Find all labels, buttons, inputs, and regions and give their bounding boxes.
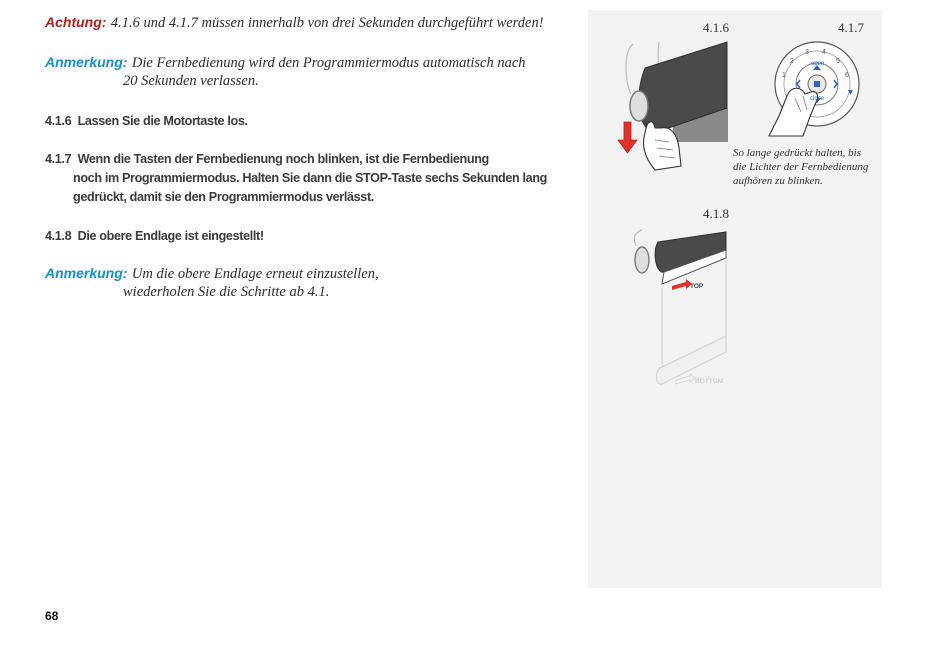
fig-417-label: 4.1.7 [838, 20, 864, 35]
fig-418-label: 4.1.8 [703, 206, 729, 221]
remote-open-label: open [811, 61, 825, 67]
fig-416-label: 4.1.6 [703, 20, 729, 35]
note1-label: Anmerkung: [45, 54, 128, 70]
warning-label: Achtung: [45, 14, 107, 30]
caption-417-line-3: aufhören zu blinken. [733, 175, 823, 187]
note2-label: Anmerkung: [45, 265, 128, 281]
caption-417-line-1: So lange gedrückt halten, bis [733, 147, 862, 159]
page-number: 68 [45, 609, 59, 623]
remote-close-label: close [810, 96, 825, 102]
note1-text-2: 20 Sekunden verlassen. [123, 73, 259, 89]
remote-channel-4: 4 [822, 49, 826, 56]
top-label: TOP [690, 283, 704, 290]
note2-line1 [45, 265, 379, 283]
step-416-text: Lassen Sie die Motortaste los. [77, 114, 248, 128]
caption-417-line-2: die Lichter der Fernbedienung [733, 161, 869, 173]
step-417-text-2: noch im Programmiermodus. Halten Sie dann die STOP-Taste sechs Sekunden lang [73, 171, 548, 185]
bottom-label: BOTTOM [695, 378, 724, 385]
remote-channel-2: 2 [790, 58, 794, 65]
step-417-text-1: Wenn die Tasten der Fernbedienung noch blinken, ist die Fernbedienung [77, 152, 489, 166]
step-416 [45, 114, 248, 128]
step-417-text-3: gedrückt, damit sie den Programmiermodus verlässt. [73, 190, 374, 204]
motor-button-illustration [615, 38, 730, 178]
caption-417 [733, 146, 868, 188]
remote-channel-5: 5 [836, 58, 840, 65]
warning-text: 4.1.6 und 4.1.7 müssen innerhalb von drei Sekunden durchgeführt werden! [110, 15, 544, 31]
warning-line [45, 14, 544, 32]
remote-channel-1: 1 [782, 72, 786, 79]
note2-text-2: wiederholen Sie die Schritte ab 4.1. [123, 284, 330, 300]
step-418-number: 4.1.8 [45, 229, 72, 243]
remote-channel-6: 6 [845, 72, 849, 79]
note1-line1 [45, 54, 526, 72]
note2-text-1: Um die obere Endlage erneut einzustellen, [131, 266, 379, 282]
remote-channel-3: 3 [805, 49, 809, 56]
step-418-text: Die obere Endlage ist eingestellt! [77, 229, 264, 243]
note1-text-1: Die Fernbedienung wird den Programmiermodus automatisch nach [131, 55, 526, 71]
step-417-number: 4.1.7 [45, 152, 72, 166]
step-417-line1 [45, 152, 489, 166]
blind-top-position-illustration [628, 228, 733, 393]
remote-illustration [765, 38, 865, 138]
step-416-number: 4.1.6 [45, 114, 72, 128]
step-418 [45, 229, 264, 243]
